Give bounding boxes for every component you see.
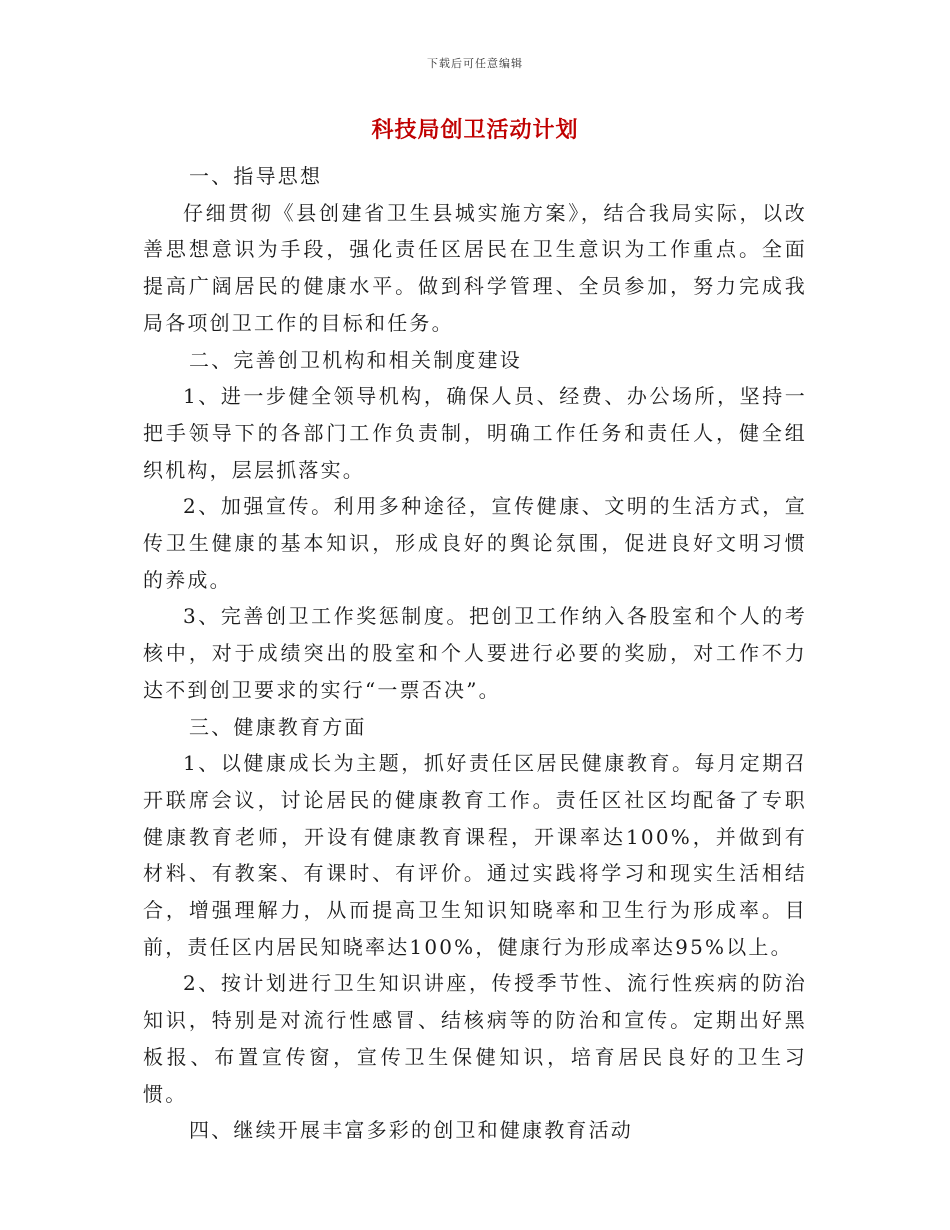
paragraph: 1、以健康成长为主题，抓好责任区居民健康教育。每月定期召开联席会议，讨论居民的健康教育工作。责任区社区均配备了专职健康教育老师，开设有健康教育课程，开课率达100%，并做到有材料、有教案、有课时、有评价。通过实践将学习和现实生活相结合，增强理解力，从而提高卫生知识知晓率和卫生行为形成率。目前，责任区内居民知晓率达100%，健康行为形成率达95%以上。 (143, 751, 807, 959)
section-heading-activities: 四、继续开展丰富多彩的创卫和健康教育活动 (189, 1118, 633, 1143)
section-heading-institution-building: 二、完善创卫机构和相关制度建设 (189, 347, 522, 372)
section-heading-health-education: 三、健康教育方面 (189, 714, 367, 739)
header-note: 下载后可任意编辑 (427, 57, 523, 70)
paragraph: 1、进一步健全领导机构，确保人员、经费、办公场所，坚持一把手领导下的各部门工作负责制，明确工作任务和责任人，健全组织机构，层层抓落实。 (143, 384, 807, 482)
paragraph: 2、按计划进行卫生知识讲座，传授季节性、流行性疾病的防治知识，特别是对流行性感冒、结核病等的防治和宣传。定期出好黑板报、布置宣传窗，宣传卫生保健知识，培育居民良好的卫生习惯。 (143, 971, 807, 1106)
paragraph: 2、加强宣传。利用多种途径，宣传健康、文明的生活方式，宣传卫生健康的基本知识，形成良好的舆论氛围，促进良好文明习惯的养成。 (143, 494, 807, 592)
paragraph: 3、完善创卫工作奖惩制度。把创卫工作纳入各股室和个人的考核中，对于成绩突出的股室和个人要进行必要的奖励，对工作不力达不到创卫要求的实行“一票否决”。 (143, 604, 807, 702)
section-heading-guiding-ideology: 一、指导思想 (189, 164, 323, 188)
document-title: 科技局创卫活动计划 (371, 117, 579, 143)
document-body (143, 158, 807, 1149)
paragraph: 仔细贯彻《县创建省卫生县城实施方案》，结合我局实际，以改善思想意识为手段，强化责任区居民在卫生意识为工作重点。全面提高广阔居民的健康水平。做到科学管理、全员参加，努力完成我局各项创卫工作的目标和任务。 (143, 200, 807, 335)
